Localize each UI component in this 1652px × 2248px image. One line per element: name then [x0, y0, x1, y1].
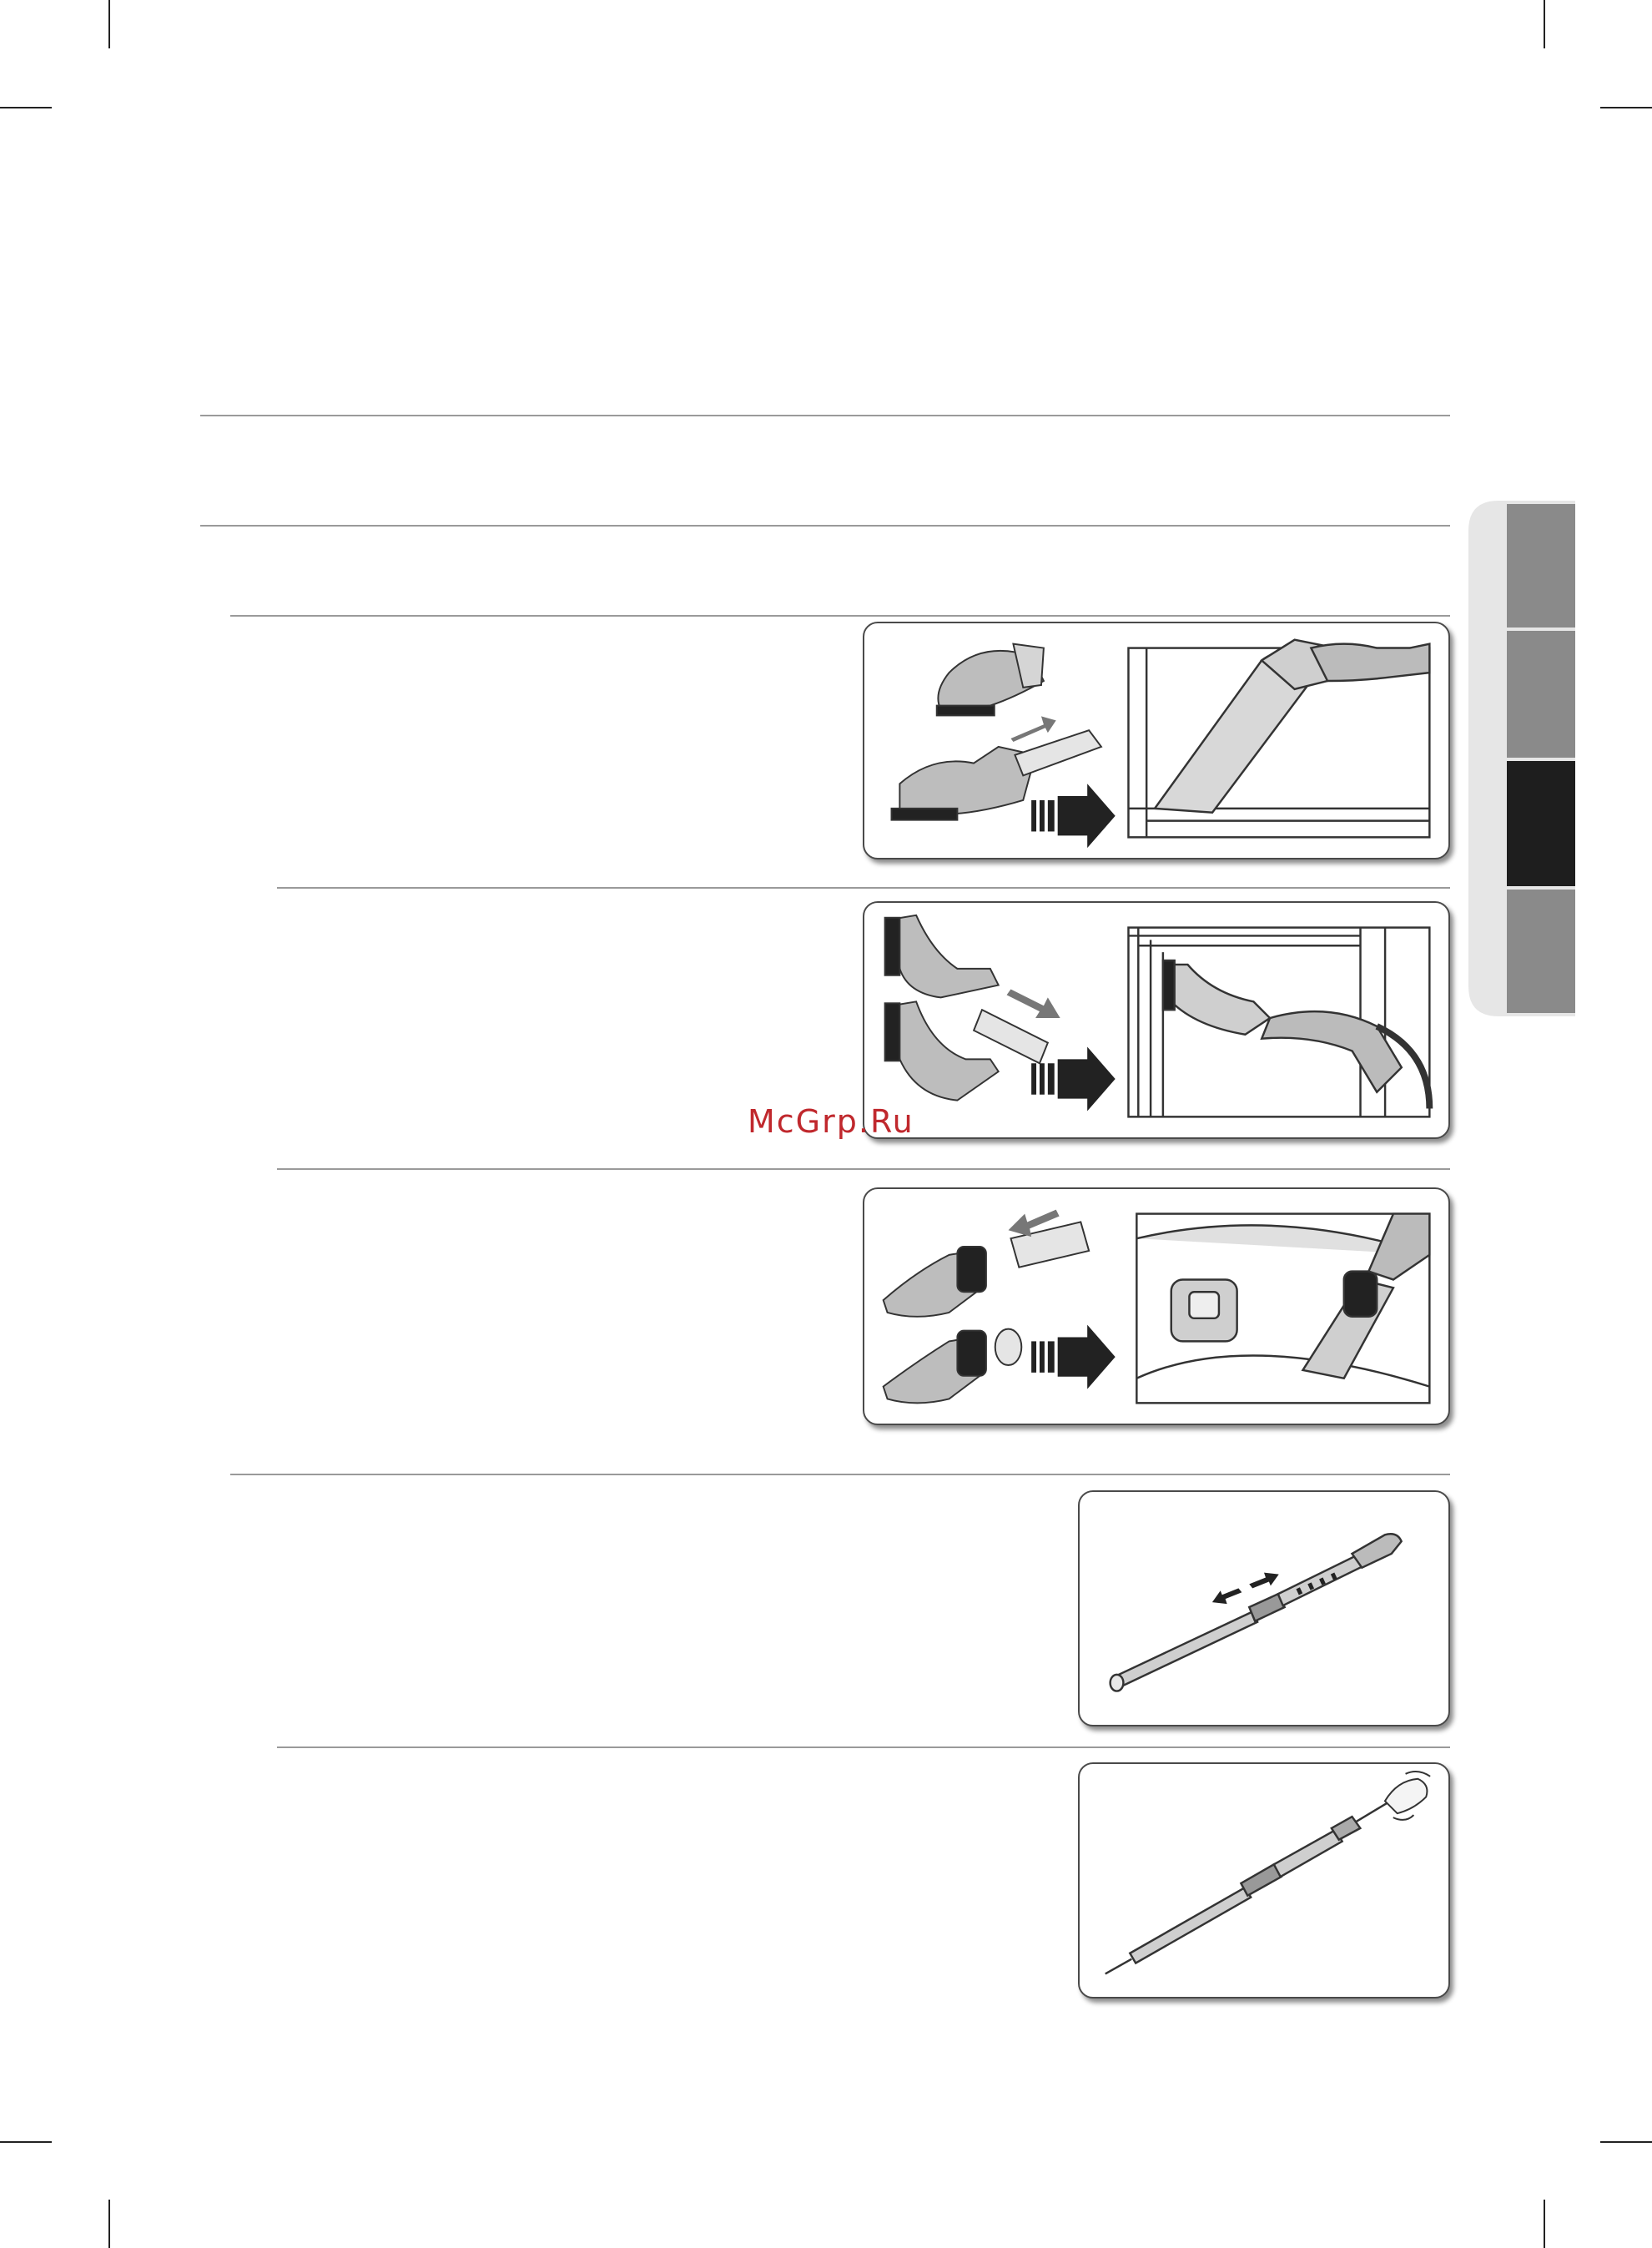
door-frame-scene [1128, 928, 1429, 1117]
divider [200, 415, 1450, 416]
hand-icon [1385, 1772, 1430, 1820]
arrow-icon [1031, 1047, 1116, 1111]
crop-mark [1600, 2141, 1652, 2143]
crop-mark [0, 2141, 52, 2143]
sofa-scene [1136, 1214, 1429, 1404]
telescopic-pipe-icon [1111, 1534, 1402, 1691]
arrow-icon [1031, 1325, 1116, 1389]
window-corner-scene [1128, 640, 1429, 838]
divider [200, 525, 1450, 527]
divider [277, 1746, 1450, 1748]
watermark: McGrp.Ru [748, 1103, 914, 1140]
crop-mark [1600, 107, 1652, 108]
divider [230, 615, 1450, 617]
crevice-tool-illustration [863, 622, 1450, 859]
arrow-icon [1031, 784, 1116, 848]
upholstery-tool-illustration [863, 1187, 1450, 1425]
crevice-nozzle-icon [1015, 730, 1101, 775]
crop-mark [1544, 2200, 1545, 2248]
crop-mark [0, 107, 52, 108]
telescopic-pipe-illustration [1078, 1490, 1450, 1726]
divider [230, 1474, 1450, 1475]
dusting-brush-illustration [863, 901, 1450, 1139]
brush-attachment-icon [892, 644, 1044, 820]
brush-attachment-icon [885, 915, 999, 1101]
crop-mark [108, 2200, 110, 2248]
crop-mark [108, 0, 110, 48]
crop-mark [1544, 0, 1545, 48]
side-tab-strip [1465, 501, 1575, 1016]
telescopic-pipe-icon [1106, 1797, 1398, 1973]
divider [277, 1168, 1450, 1170]
brush-attachment-icon [884, 1247, 1022, 1403]
pipe-clearing-illustration [1078, 1762, 1450, 1999]
divider [277, 887, 1450, 889]
